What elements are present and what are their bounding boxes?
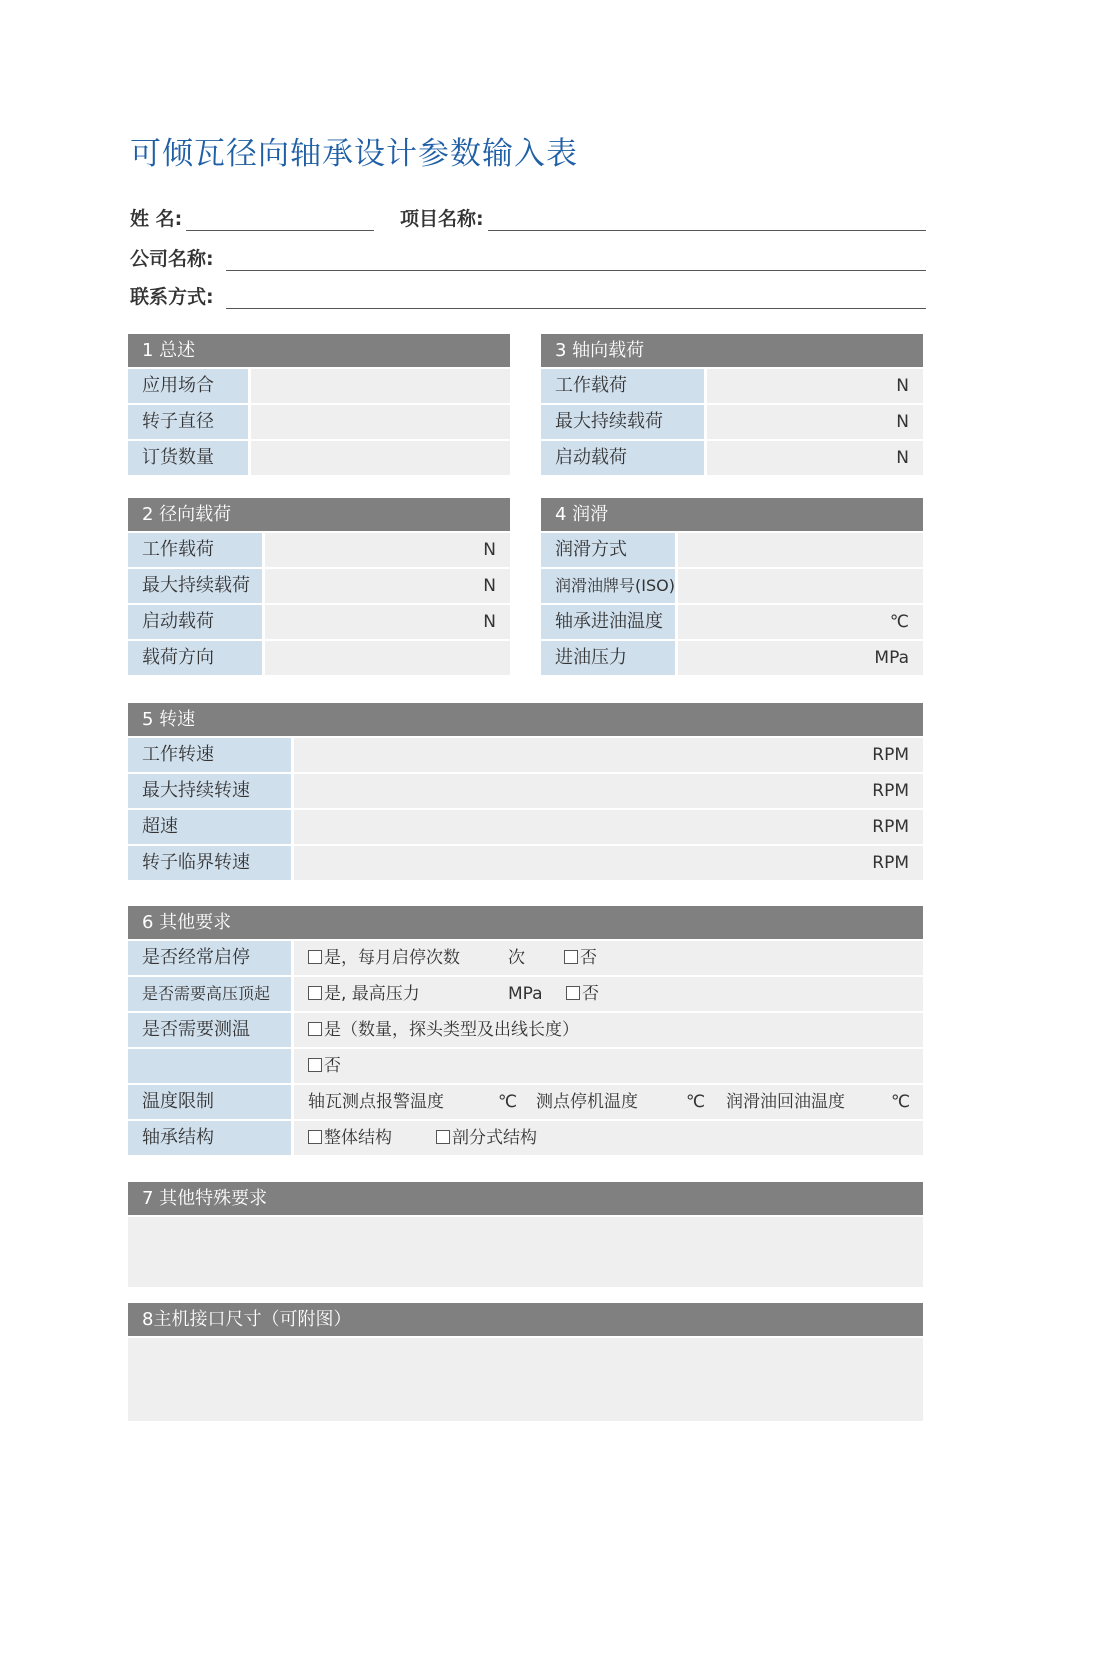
row-label: 轴承结构: [128, 1121, 291, 1155]
option-label: 是, 最高压力: [324, 984, 420, 1004]
temperature-limit-value: [294, 1085, 923, 1119]
critical-speed-input[interactable]: [294, 846, 923, 880]
row-label: 订货数量: [128, 441, 248, 475]
table-row: [541, 405, 923, 439]
company-row: [130, 244, 926, 271]
row-label: 启动载荷: [541, 441, 704, 475]
table-row: [128, 405, 510, 439]
oil-inlet-temp-input[interactable]: [678, 605, 923, 639]
option-label: 是（数量，探头类型及出线长度）: [324, 1020, 579, 1040]
axial-max-load-input[interactable]: [707, 405, 923, 439]
table-row: [541, 641, 923, 675]
option-label: 否: [580, 948, 597, 968]
row-label: 是否需要高压顶起: [128, 977, 291, 1011]
section-axial-load-header: 3 轴向载荷: [541, 334, 923, 367]
oil-inlet-pressure-input[interactable]: [678, 641, 923, 675]
section-general-header: 1 总述: [128, 334, 510, 367]
table-row: [541, 369, 923, 403]
company-field[interactable]: [226, 250, 926, 271]
section-lubrication-header: 4 润滑: [541, 498, 923, 531]
contact-field[interactable]: [226, 288, 926, 309]
rotor-diameter-input[interactable]: [251, 405, 510, 439]
section-special-requirements-header: 7 其他特殊要求: [128, 1182, 923, 1215]
table-row: [541, 605, 923, 639]
checkbox[interactable]: [308, 1130, 322, 1144]
unit-label: RPM: [872, 817, 909, 837]
unit-label: N: [896, 412, 909, 432]
unit-label: MPa: [508, 984, 543, 1004]
option-label: 是，每月启停次数: [324, 948, 460, 968]
project-label: 项目名称:: [400, 208, 484, 230]
section-general: [128, 334, 510, 475]
application-input[interactable]: [251, 369, 510, 403]
axial-working-load-input[interactable]: [707, 369, 923, 403]
option-label: 否: [582, 984, 599, 1004]
section-interface-dimensions-header: 8主机接口尺寸（可附图）: [128, 1303, 923, 1336]
checkbox[interactable]: [308, 1022, 322, 1036]
row-label: 启动载荷: [128, 605, 262, 639]
section-other-requirements-header: 6 其他要求: [128, 906, 923, 939]
section-speed-header: 5 转速: [128, 703, 923, 736]
temperature-measure-value: [294, 1013, 923, 1047]
section-axial-load: [541, 334, 923, 475]
row-label: 轴承进油温度: [541, 605, 675, 639]
checkbox[interactable]: [436, 1130, 450, 1144]
company-label: 公司名称:: [130, 248, 214, 270]
table-row: [128, 1085, 923, 1119]
table-row: [128, 977, 923, 1011]
table-row: [541, 533, 923, 567]
row-label: 进油压力: [541, 641, 675, 675]
overspeed-input[interactable]: [294, 810, 923, 844]
checkbox[interactable]: [566, 986, 580, 1000]
table-row: [128, 1049, 923, 1083]
contact-label: 联系方式:: [130, 286, 214, 308]
radial-start-load-input[interactable]: [265, 605, 510, 639]
table-row: [128, 441, 510, 475]
interface-dimensions-input[interactable]: [128, 1338, 923, 1421]
section-interface-dimensions: [128, 1303, 923, 1421]
frequent-start-stop-value: [294, 941, 923, 975]
project-row: [400, 204, 926, 231]
row-label: 转子临界转速: [128, 846, 291, 880]
unit-label: ℃: [889, 612, 909, 632]
table-row: [128, 1013, 923, 1047]
bearing-structure-value: [294, 1121, 923, 1155]
form-title: 可倾瓦径向轴承设计参数输入表: [130, 136, 578, 172]
table-row: [128, 641, 510, 675]
oil-grade-input[interactable]: [678, 569, 923, 603]
checkbox[interactable]: [308, 986, 322, 1000]
project-field[interactable]: [488, 210, 926, 231]
section-other-requirements: [128, 906, 923, 1155]
checkbox[interactable]: [564, 950, 578, 964]
checkbox[interactable]: [308, 1058, 322, 1072]
unit-label: RPM: [872, 781, 909, 801]
row-label: 润滑油牌号(ISO): [541, 569, 675, 603]
table-row: [128, 846, 923, 880]
row-label: 超速: [128, 810, 291, 844]
section-special-requirements: [128, 1182, 923, 1287]
row-label: 工作载荷: [541, 369, 704, 403]
load-direction-input[interactable]: [265, 641, 510, 675]
max-speed-input[interactable]: [294, 774, 923, 808]
table-row: [128, 941, 923, 975]
high-pressure-jacking-value: [294, 977, 923, 1011]
unit-label: ℃: [686, 1092, 706, 1112]
checkbox[interactable]: [308, 950, 322, 964]
special-requirements-input[interactable]: [128, 1217, 923, 1287]
table-row: [128, 369, 510, 403]
unit-label: N: [896, 448, 909, 468]
unit-label: N: [483, 576, 496, 596]
table-row: [128, 774, 923, 808]
unit-label: N: [483, 540, 496, 560]
row-label: 最大持续载荷: [541, 405, 704, 439]
option-label: 剖分式结构: [452, 1128, 537, 1148]
unit-label: ℃: [498, 1092, 518, 1112]
unit-label: N: [896, 376, 909, 396]
row-label: 工作转速: [128, 738, 291, 772]
unit-label: ℃: [891, 1092, 911, 1112]
radial-working-load-input[interactable]: [265, 533, 510, 567]
table-row: [128, 810, 923, 844]
section-radial-load-header: 2 径向载荷: [128, 498, 510, 531]
axial-start-load-input[interactable]: [707, 441, 923, 475]
option-label: 整体结构: [324, 1128, 392, 1148]
unit-label: RPM: [872, 745, 909, 765]
working-speed-input[interactable]: [294, 738, 923, 772]
name-label: 姓 名:: [130, 208, 183, 230]
row-label: 最大持续转速: [128, 774, 291, 808]
table-row: [128, 1121, 923, 1155]
row-label: 转子直径: [128, 405, 248, 439]
row-label: 润滑方式: [541, 533, 675, 567]
order-quantity-input[interactable]: [251, 441, 510, 475]
row-label: 是否经常启停: [128, 941, 291, 975]
row-label: [128, 1049, 291, 1083]
unit-label: N: [483, 612, 496, 632]
row-label: 温度限制: [128, 1085, 291, 1119]
table-row: [128, 738, 923, 772]
temperature-measure-no-value: [294, 1049, 923, 1083]
table-row: [128, 533, 510, 567]
unit-label: 次: [508, 948, 525, 968]
table-row: [128, 605, 510, 639]
section-lubrication: [541, 498, 923, 675]
name-row: [130, 204, 374, 231]
lubrication-method-input[interactable]: [678, 533, 923, 567]
table-row: [541, 569, 923, 603]
radial-max-load-input[interactable]: [265, 569, 510, 603]
row-label: 最大持续载荷: [128, 569, 262, 603]
name-field[interactable]: [186, 210, 374, 231]
table-row: [128, 569, 510, 603]
table-row: [541, 441, 923, 475]
contact-row: [130, 282, 926, 309]
row-label: 载荷方向: [128, 641, 262, 675]
section-speed: [128, 703, 923, 880]
row-label: 应用场合: [128, 369, 248, 403]
unit-label: RPM: [872, 853, 909, 873]
option-label: 否: [324, 1056, 341, 1076]
unit-label: MPa: [874, 648, 909, 668]
option-label: 轴瓦测点报警温度: [308, 1092, 444, 1112]
row-label: 工作载荷: [128, 533, 262, 567]
option-label: 测点停机温度: [536, 1092, 638, 1112]
row-label: 是否需要测温: [128, 1013, 291, 1047]
option-label: 润滑油回油温度: [726, 1092, 845, 1112]
section-radial-load: [128, 498, 510, 675]
